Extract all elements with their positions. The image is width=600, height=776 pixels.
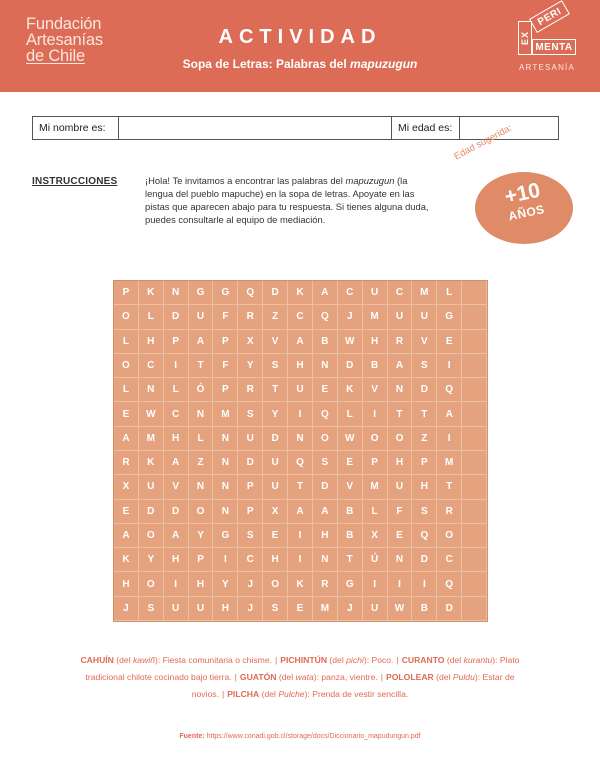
grid-cell[interactable]: L	[114, 330, 139, 354]
clue-source-word: kawiñ	[133, 655, 155, 665]
name-label: Mi nombre es:	[33, 117, 119, 139]
grid-cell[interactable]: F	[213, 305, 238, 329]
grid-cell[interactable]: Y	[213, 572, 238, 596]
grid-cell[interactable]: P	[412, 451, 437, 475]
grid-cell[interactable]: R	[388, 330, 413, 354]
clue-open: (del	[259, 689, 279, 699]
grid-cell[interactable]: U	[263, 451, 288, 475]
grid-cell[interactable]: G	[338, 572, 363, 596]
student-info-row	[32, 116, 559, 140]
grid-cell[interactable]: R	[238, 378, 263, 402]
grid-cell[interactable]: B	[363, 354, 388, 378]
grid-cell[interactable]: D	[412, 548, 437, 572]
grid-cell[interactable]: U	[189, 597, 214, 621]
grid-cell[interactable]: X	[263, 500, 288, 524]
brand-line-2: Artesanías	[26, 31, 103, 49]
grid-cell[interactable]: H	[213, 597, 238, 621]
clue-open: (del	[276, 672, 296, 682]
clue-source-word: kurantu	[463, 655, 493, 665]
clue-open: (del	[444, 655, 464, 665]
grid-cell[interactable]: N	[388, 378, 413, 402]
grid-cell[interactable]: O	[114, 354, 139, 378]
grid-cell[interactable]: F	[388, 500, 413, 524]
subtitle-emphasis: mapuzugun	[350, 57, 418, 71]
grid-cell[interactable]: V	[363, 378, 388, 402]
grid-cell[interactable]: C	[388, 281, 413, 305]
grid-cell[interactable]: R	[114, 451, 139, 475]
grid-cell[interactable]: U	[363, 281, 388, 305]
clue-word: CAHUÍN	[80, 655, 114, 665]
grid-cell[interactable]: W	[338, 330, 363, 354]
grid-cell[interactable]: I	[288, 548, 313, 572]
grid-cell[interactable]: W	[388, 597, 413, 621]
grid-cell[interactable]: A	[313, 500, 338, 524]
logo-ex-text: EX	[520, 30, 530, 45]
grid-cell[interactable]: P	[164, 330, 189, 354]
grid-cell[interactable]: B	[313, 330, 338, 354]
logo-menta-box	[532, 39, 576, 55]
grid-cell[interactable]: A	[189, 330, 214, 354]
clue-open: (del	[327, 655, 347, 665]
grid-cell[interactable]	[462, 475, 487, 499]
grid-cell[interactable]: K	[139, 451, 164, 475]
grid-cell[interactable]: N	[139, 378, 164, 402]
grid-cell[interactable]: Q	[313, 402, 338, 426]
grid-cell[interactable]: Ú	[363, 548, 388, 572]
grid-cell[interactable]: S	[412, 500, 437, 524]
grid-cell[interactable]: V	[164, 475, 189, 499]
grid-cell[interactable]: N	[313, 354, 338, 378]
grid-cell[interactable]: I	[363, 572, 388, 596]
clue-word: POLOLEAR	[386, 672, 434, 682]
name-field-cell	[119, 117, 392, 139]
grid-cell[interactable]: U	[363, 597, 388, 621]
grid-cell[interactable]: A	[164, 451, 189, 475]
grid-cell[interactable]: Z	[412, 427, 437, 451]
clue-separator: |	[275, 655, 278, 665]
grid-cell[interactable]: Q	[437, 378, 462, 402]
suggested-age-label: Edad sugerida:	[452, 122, 515, 163]
experimenta-logo	[518, 5, 576, 81]
clue-item	[227, 689, 408, 699]
clue-separator: |	[234, 672, 237, 682]
grid-cell[interactable]: G	[189, 281, 214, 305]
grid-cell[interactable]: R	[238, 305, 263, 329]
instructions-heading: INSTRUCCIONES	[32, 176, 118, 187]
grid-cell[interactable]: L	[164, 378, 189, 402]
grid-cell[interactable]: I	[164, 354, 189, 378]
grid-cell[interactable]: S	[238, 524, 263, 548]
grid-cell[interactable]: C	[139, 354, 164, 378]
grid-cell[interactable]: D	[238, 451, 263, 475]
grid-cell[interactable]: E	[437, 330, 462, 354]
grid-cell[interactable]: N	[164, 281, 189, 305]
grid-cell[interactable]: T	[338, 548, 363, 572]
grid-cell[interactable]: N	[189, 402, 214, 426]
grid-cell[interactable]	[462, 281, 487, 305]
grid-cell[interactable]: O	[388, 427, 413, 451]
grid-cell[interactable]: L	[139, 305, 164, 329]
grid-cell[interactable]: C	[338, 281, 363, 305]
grid-cell[interactable]: T	[437, 475, 462, 499]
grid-cell[interactable]: P	[363, 451, 388, 475]
clues-list	[80, 652, 520, 703]
grid-cell[interactable]: N	[189, 475, 214, 499]
page-subtitle	[120, 57, 480, 71]
grid-cell[interactable]: D	[412, 378, 437, 402]
grid-cell[interactable]: S	[263, 354, 288, 378]
page-title: ACTIVIDAD	[218, 26, 382, 48]
grid-cell[interactable]: G	[213, 524, 238, 548]
clue-definition: ): Estar de novios.	[191, 672, 515, 699]
grid-cell[interactable]: H	[139, 330, 164, 354]
badge-age-number: +10	[502, 178, 543, 209]
grid-cell[interactable]: Q	[437, 572, 462, 596]
suggested-age-badge	[475, 172, 573, 244]
clue-source-word: Pulche	[278, 689, 305, 699]
grid-cell[interactable]: M	[213, 402, 238, 426]
grid-cell[interactable]: E	[338, 451, 363, 475]
grid-cell[interactable]: J	[114, 597, 139, 621]
subtitle-prefix: Sopa de Letras: Palabras del	[182, 57, 351, 71]
source-url: https://www.conadi.gob.cl/storage/docs/Diccionario_mapudungun.pdf	[204, 733, 421, 740]
grid-cell[interactable]: N	[213, 500, 238, 524]
grid-cell[interactable]: L	[189, 427, 214, 451]
grid-cell[interactable]: Ó	[189, 378, 214, 402]
grid-cell[interactable]: R	[313, 572, 338, 596]
grid-cell[interactable]: B	[338, 500, 363, 524]
instructions-text-2: (la lengua del pueblo mapuche) en la sopa de letras. Apoyate en las pistas que aparecen abajo para tu respuesta. Si tienes alguna duda, puedes consultarle al equipo de mediación.	[145, 175, 429, 225]
grid-cell[interactable]	[462, 597, 487, 621]
grid-cell[interactable]: H	[388, 451, 413, 475]
grid-cell[interactable]: H	[263, 548, 288, 572]
clue-definition: ): Fiesta comunitaria o chisme.	[154, 655, 272, 665]
logo-artesania-text: ARTESANÍA	[519, 63, 575, 72]
grid-cell[interactable]: B	[412, 597, 437, 621]
instructions-text-emphasis: mapuzugun	[345, 175, 395, 186]
grid-cell[interactable]: L	[363, 500, 388, 524]
grid-cell[interactable]: H	[313, 524, 338, 548]
grid-cell[interactable]: U	[164, 597, 189, 621]
grid-cell[interactable]: K	[114, 548, 139, 572]
grid-cell[interactable]: X	[238, 330, 263, 354]
grid-cell[interactable]: E	[313, 378, 338, 402]
grid-cell[interactable]	[462, 402, 487, 426]
grid-cell[interactable]: T	[388, 402, 413, 426]
clue-definition: ): panza, vientre.	[313, 672, 378, 682]
grid-cell[interactable]: P	[213, 378, 238, 402]
grid-cell[interactable]: H	[288, 354, 313, 378]
grid-cell[interactable]: P	[213, 330, 238, 354]
grid-cell[interactable]: E	[288, 597, 313, 621]
grid-cell[interactable]: E	[388, 524, 413, 548]
grid-cell[interactable]: D	[437, 597, 462, 621]
source-citation	[120, 733, 480, 740]
grid-cell[interactable]: M	[437, 451, 462, 475]
logo-peri-text: PERI	[535, 5, 564, 28]
brand-logo	[26, 16, 103, 64]
grid-cell[interactable]: S	[263, 597, 288, 621]
grid-cell[interactable]	[462, 330, 487, 354]
grid-cell[interactable]	[462, 427, 487, 451]
grid-cell[interactable]: Y	[139, 548, 164, 572]
grid-cell[interactable]: U	[388, 305, 413, 329]
clue-separator: |	[221, 689, 225, 699]
grid-cell[interactable]: A	[288, 330, 313, 354]
grid-cell[interactable]: I	[288, 402, 313, 426]
clue-separator: |	[380, 672, 384, 682]
grid-cell[interactable]: S	[238, 402, 263, 426]
grid-cell[interactable]: D	[263, 427, 288, 451]
grid-cell[interactable]: O	[114, 305, 139, 329]
grid-cell[interactable]: C	[437, 548, 462, 572]
grid-cell[interactable]: T	[189, 354, 214, 378]
grid-cell[interactable]: A	[114, 427, 139, 451]
clue-definition: ): Plato tradicional chilote cocinado bajo tierra.	[85, 655, 520, 682]
grid-cell[interactable]: Q	[412, 524, 437, 548]
grid-cell[interactable]: V	[338, 475, 363, 499]
grid-cell[interactable]: L	[437, 281, 462, 305]
grid-cell[interactable]: O	[313, 427, 338, 451]
grid-cell[interactable]	[462, 451, 487, 475]
grid-cell[interactable]: P	[189, 548, 214, 572]
grid-cell[interactable]: A	[164, 524, 189, 548]
clue-word: GUATÓN	[239, 672, 277, 682]
grid-cell[interactable]: X	[363, 524, 388, 548]
grid-cell[interactable]: L	[338, 402, 363, 426]
grid-cell[interactable]: P	[238, 500, 263, 524]
grid-cell[interactable]: K	[288, 572, 313, 596]
header-banner	[0, 0, 600, 92]
grid-cell[interactable]: N	[288, 427, 313, 451]
clue-item	[240, 672, 378, 682]
grid-cell[interactable]: N	[213, 475, 238, 499]
grid-cell[interactable]	[462, 572, 487, 596]
grid-cell[interactable]: M	[139, 427, 164, 451]
grid-cell[interactable]: H	[363, 330, 388, 354]
grid-cell[interactable]: R	[437, 500, 462, 524]
grid-cell[interactable]: K	[288, 281, 313, 305]
grid-cell[interactable]: H	[189, 572, 214, 596]
clue-item	[280, 655, 393, 665]
grid-cell[interactable]: T	[412, 402, 437, 426]
logo-ex-box	[518, 21, 532, 55]
grid-cell[interactable]: G	[437, 305, 462, 329]
grid-cell[interactable]: U	[388, 475, 413, 499]
brand-line-1: Fundación	[26, 15, 102, 33]
name-field[interactable]	[125, 117, 391, 139]
grid-cell[interactable]: J	[338, 305, 363, 329]
grid-cell[interactable]: E	[114, 500, 139, 524]
grid-cell[interactable]: M	[313, 597, 338, 621]
grid-cell[interactable]: K	[338, 378, 363, 402]
grid-cell[interactable]: H	[114, 572, 139, 596]
grid-cell[interactable]: X	[114, 475, 139, 499]
grid-cell[interactable]: A	[114, 524, 139, 548]
grid-cell[interactable]: O	[189, 500, 214, 524]
source-label: Fuente:	[179, 733, 205, 740]
grid-cell[interactable]: A	[388, 354, 413, 378]
clue-word: PICHINTÚN	[280, 655, 328, 665]
clue-separator: |	[396, 655, 399, 665]
grid-cell[interactable]: C	[164, 402, 189, 426]
grid-cell[interactable]: C	[288, 305, 313, 329]
grid-cell[interactable]: S	[313, 451, 338, 475]
clue-open: (del	[113, 655, 133, 665]
grid-cell[interactable]: Z	[263, 305, 288, 329]
grid-cell[interactable]: S	[139, 597, 164, 621]
grid-cell[interactable]: H	[412, 475, 437, 499]
grid-cell[interactable]: D	[338, 354, 363, 378]
grid-cell[interactable]	[462, 524, 487, 548]
grid-cell[interactable]: Y	[189, 524, 214, 548]
grid-cell[interactable]: U	[139, 475, 164, 499]
grid-cell[interactable]: O	[437, 524, 462, 548]
grid-cell[interactable]: D	[164, 500, 189, 524]
grid-cell[interactable]: U	[263, 475, 288, 499]
grid-cell[interactable]: U	[238, 427, 263, 451]
grid-cell[interactable]: Z	[189, 451, 214, 475]
grid-cell[interactable]: N	[213, 451, 238, 475]
grid-cell[interactable]: I	[164, 572, 189, 596]
badge-content	[472, 172, 576, 230]
grid-cell[interactable]: D	[263, 281, 288, 305]
grid-cell[interactable]: C	[238, 548, 263, 572]
grid-cell[interactable]: J	[238, 572, 263, 596]
logo-peri-box	[529, 0, 570, 33]
grid-cell[interactable]: M	[412, 281, 437, 305]
clue-word: PILCHA	[227, 689, 260, 699]
grid-cell[interactable]	[462, 378, 487, 402]
age-label: Mi edad es:	[392, 117, 460, 139]
clue-item	[80, 655, 272, 665]
grid-cell[interactable]: L	[114, 378, 139, 402]
grid-cell[interactable]: O	[139, 524, 164, 548]
grid-cell[interactable]: Y	[263, 402, 288, 426]
grid-cell[interactable]: Y	[238, 354, 263, 378]
grid-cell[interactable]: J	[338, 597, 363, 621]
grid-cell[interactable]: P	[114, 281, 139, 305]
grid-cell[interactable]	[462, 500, 487, 524]
logo-menta-text: MENTA	[535, 41, 573, 53]
grid-cell[interactable]: E	[114, 402, 139, 426]
grid-cell[interactable]: I	[363, 402, 388, 426]
grid-cell[interactable]: E	[263, 524, 288, 548]
clue-definition: ): Prenda de vestir sencilla.	[304, 689, 409, 699]
grid-cell[interactable]: I	[437, 354, 462, 378]
clue-source-word: wata	[295, 672, 314, 682]
clue-source-word: pichi	[346, 655, 364, 665]
grid-cell[interactable]: O	[263, 572, 288, 596]
grid-cell[interactable]: I	[213, 548, 238, 572]
grid-cell[interactable]: T	[288, 475, 313, 499]
grid-cell[interactable]: Q	[238, 281, 263, 305]
grid-cell[interactable]: D	[139, 500, 164, 524]
grid-cell[interactable]: T	[263, 378, 288, 402]
instructions-text-1: ¡Hola! Te invitamos a encontrar las palabras del	[145, 175, 346, 186]
grid-cell[interactable]: N	[213, 427, 238, 451]
grid-cell[interactable]: H	[164, 427, 189, 451]
clue-open: (del	[433, 672, 453, 682]
grid-cell[interactable]: H	[164, 548, 189, 572]
grid-cell[interactable]: F	[213, 354, 238, 378]
grid-cell[interactable]: Q	[313, 305, 338, 329]
grid-cell[interactable]: P	[238, 475, 263, 499]
grid-cell[interactable]: U	[412, 305, 437, 329]
grid-cell[interactable]: I	[288, 524, 313, 548]
grid-cell[interactable]: M	[363, 305, 388, 329]
grid-cell[interactable]: D	[313, 475, 338, 499]
grid-cell[interactable]: W	[139, 402, 164, 426]
clue-source-word: Puldu	[452, 672, 475, 682]
grid-cell[interactable]: D	[164, 305, 189, 329]
instructions-text	[145, 174, 430, 226]
brand-line-3: de Chile	[26, 47, 85, 65]
grid-cell[interactable]: I	[388, 572, 413, 596]
grid-cell[interactable]: W	[338, 427, 363, 451]
grid-cell[interactable]: I	[412, 572, 437, 596]
grid-cell[interactable]	[462, 354, 487, 378]
grid-cell[interactable]: A	[437, 402, 462, 426]
grid-cell[interactable]	[462, 548, 487, 572]
grid-cell[interactable]: N	[313, 548, 338, 572]
grid-cell[interactable]: Q	[288, 451, 313, 475]
badge-years-text: AÑOS	[507, 202, 546, 224]
grid-cell[interactable]: A	[288, 500, 313, 524]
grid-cell[interactable]: S	[412, 354, 437, 378]
clue-word: CURANTO	[401, 655, 445, 665]
grid-cell[interactable]: B	[338, 524, 363, 548]
grid-cell[interactable]: G	[213, 281, 238, 305]
grid-cell[interactable]: J	[238, 597, 263, 621]
grid-cell[interactable]: O	[139, 572, 164, 596]
grid-cell[interactable]: U	[288, 378, 313, 402]
grid-cell[interactable]: M	[363, 475, 388, 499]
grid-cell[interactable]: A	[313, 281, 338, 305]
grid-cell[interactable]: N	[388, 548, 413, 572]
grid-cell[interactable]: V	[263, 330, 288, 354]
grid-cell[interactable]: K	[139, 281, 164, 305]
grid-cell[interactable]: I	[437, 427, 462, 451]
grid-cell[interactable]: V	[412, 330, 437, 354]
grid-cell[interactable]	[462, 305, 487, 329]
clue-definition: ): Poco.	[363, 655, 394, 665]
word-search-grid	[113, 280, 488, 622]
grid-cell[interactable]: O	[363, 427, 388, 451]
grid-cell[interactable]: U	[189, 305, 214, 329]
